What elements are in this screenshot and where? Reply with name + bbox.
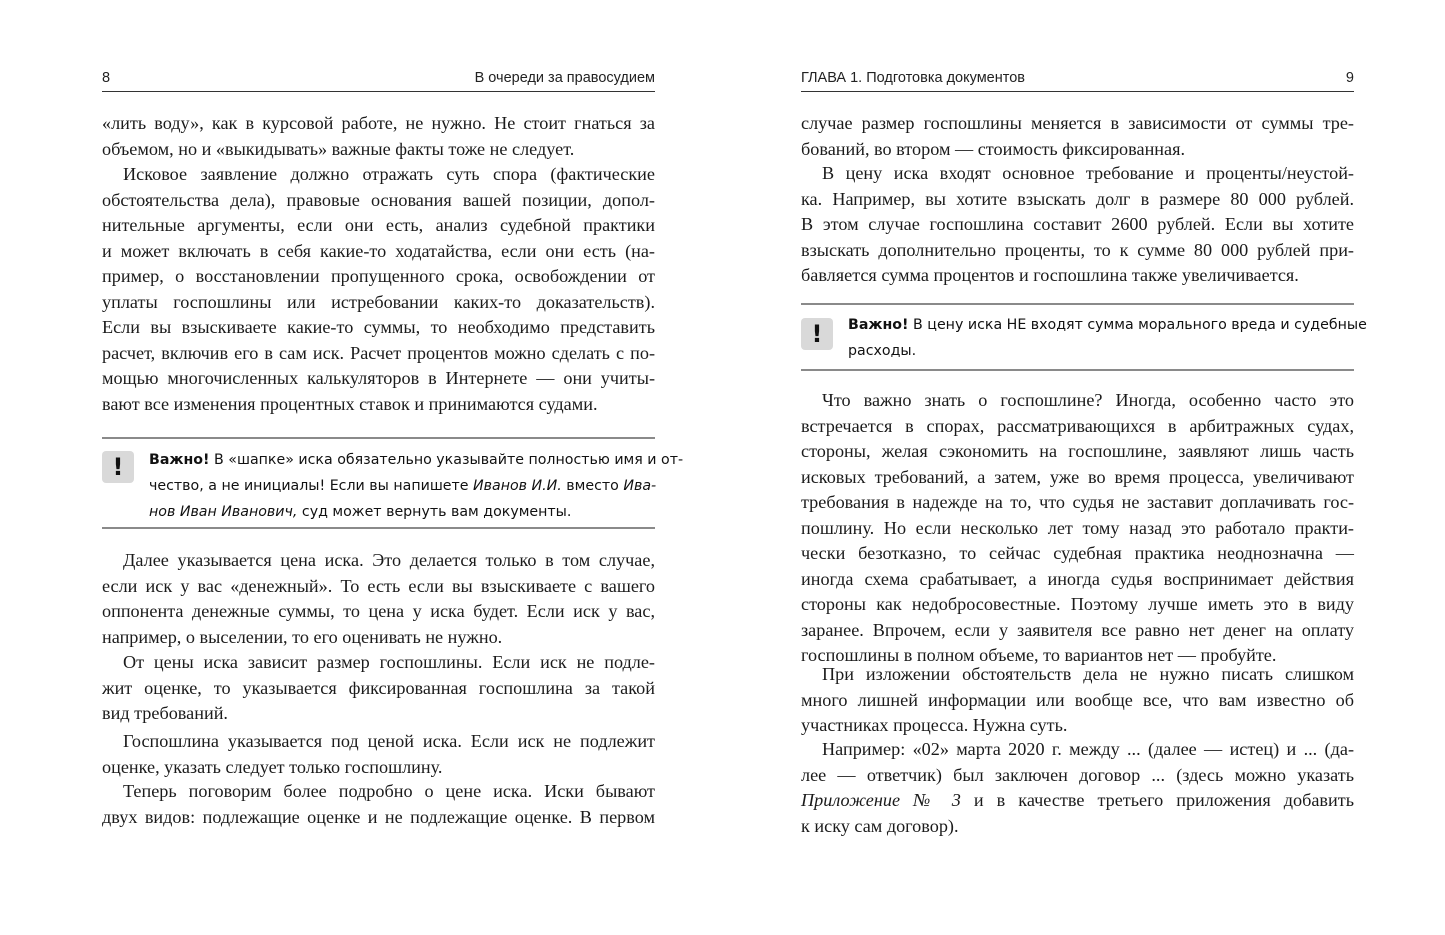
text-line: иногда схема срабатывает, а иногда судья воспринимает действия: [801, 568, 1354, 589]
text-line: чески безотказно, то сейчас судебная практика неоднозначна —: [801, 543, 1354, 563]
paragraph: [801, 111, 1354, 162]
text-line: стороны как недобросовестные. Поэтому лучше иметь это в виду: [801, 594, 1354, 614]
text-line: вид требований.: [102, 703, 228, 723]
note-text: [149, 447, 684, 525]
text-line: встречается в спорах, рассматривающихся в арбитражных судах,: [801, 415, 1354, 436]
text-line: оппонента денежные суммы, то цена у иска будет. Если иск у вас,: [102, 601, 655, 621]
text-line: пример, о восстановлении пропущенного срока, освобождении от: [102, 266, 655, 286]
text-line: В цену иска входят основное требование и проценты/неустой-: [822, 163, 1354, 183]
text-line: оценке, указать следует только госпошлину.: [102, 756, 443, 777]
text-line: случае размер госпошлины меняется в зависимости от суммы тре-: [801, 113, 1354, 133]
text-line: много лишней информации или вообще все, что вам известно об: [801, 689, 1354, 710]
paragraph: [102, 650, 655, 727]
text-line: требования в надежде на то, что судья не заставит доплачивать гос-: [801, 492, 1354, 512]
paragraph: [102, 779, 655, 830]
text-line: Приложение № 3 и в качестве третьего приложения добавить: [801, 790, 1354, 810]
text-line: При изложении обстоятельств дела не нужно писать слишком: [822, 664, 1354, 684]
important-note: [801, 303, 1367, 371]
text-line: если иск у вас «денежный». То есть если вы взыскиваете с вашего: [102, 575, 655, 596]
text-line: лее — ответчик) был заключен договор ... (здесь можно указать: [801, 764, 1354, 785]
text-line: От цены иска зависит размер госпошлины. Если иск не подле-: [123, 652, 655, 672]
text-line: обстоятельства дела), правовые основания вашей позиции, допол-: [102, 189, 655, 210]
text-line: участниках процесса. Нужна суть.: [801, 715, 1068, 735]
paragraph: [801, 737, 1354, 839]
left-page: [102, 0, 684, 935]
text-line: двух видов: подлежащие оценке и не подлежащие оценке. В первом: [102, 806, 655, 827]
text-line: бавляется сумма процентов и госпошлина также увеличивается.: [801, 265, 1299, 285]
note-label: Важно!: [848, 317, 909, 333]
left-page-header: [102, 69, 655, 92]
running-head: ГЛАВА 1. Подготовка документов: [801, 70, 1025, 86]
paragraph: [801, 662, 1354, 739]
text-line: заранее. Впрочем, если у заявителя все равно нет денег на оплату: [801, 619, 1354, 640]
paragraph: [801, 161, 1354, 289]
text-line: и может включать в себя какие-то ходатайства, если они есть (на-: [102, 240, 655, 261]
text-line: вают все изменения процентных ставок и принимаются судами.: [102, 393, 598, 414]
paragraph: [102, 548, 655, 650]
right-page: [801, 0, 1367, 935]
italic-text: Приложение № 3: [801, 790, 961, 810]
text-line: бований, во втором — стоимость фиксированная.: [801, 138, 1186, 159]
paragraph: [102, 111, 655, 162]
text-line: Госпошлина указывается под ценой иска. Если иск не подлежит: [123, 731, 655, 751]
text-line: например, о выселении, то его оценивать не нужно.: [102, 626, 503, 647]
page-number: 9: [1345, 70, 1354, 86]
note-line: нов Иван Иванович, суд может вернуть вам документы.: [149, 504, 572, 520]
exclamation-icon: !: [801, 318, 833, 350]
page-number: 8: [102, 70, 111, 86]
running-head: В очереди за правосудием: [474, 70, 655, 86]
note-line: Важно! В «шапке» иска обязательно указывайте полностью имя и от-: [149, 452, 684, 468]
note-line: чество, а не инициалы! Если вы напишете Иванов И.И. вместо Ива-: [149, 478, 657, 494]
text-line: пошлину. Но если несколько лет тому назад это работало практи-: [801, 517, 1354, 538]
text-line: Если вы взыскиваете какие-то суммы, то необходимо представить: [102, 317, 655, 337]
text-line: мощью многочисленных калькуляторов в Интернете — они учиты-: [102, 368, 655, 388]
text-line: Например: «02» марта 2020 г. между ... (далее — истец) и ... (да-: [822, 739, 1354, 759]
text-line: Что важно знать о госпошлине? Иногда, особенно часто это: [822, 390, 1354, 410]
text-line: Теперь поговорим более подробно о цене иска. Иски бывают: [123, 781, 655, 801]
paragraph: [102, 729, 655, 780]
exclamation-icon: !: [102, 451, 134, 483]
important-note: [102, 437, 684, 529]
note-line: Важно! В цену иска НЕ входят сумма морального вреда и судебные: [848, 317, 1367, 333]
text-line: ка. Например, вы хотите взыскать долг в размере 80 000 рублей.: [801, 188, 1354, 209]
text-line: стороны, желая сэкономить на госпошлине, заявляют лишь часть: [801, 441, 1354, 461]
text-line: уплаты госпошлины или истребовании каких-то доказательств).: [102, 291, 655, 312]
text-line: В этом случае госпошлина составит 2600 рублей. Если вы хотите: [801, 214, 1354, 234]
text-line: нительные аргументы, если они есть, анализ судебной практики: [102, 215, 655, 235]
text-line: жит оценке, то указывается фиксированная госпошлина за такой: [102, 677, 655, 698]
note-text: [848, 312, 1367, 364]
text-line: Далее указывается цена иска. Это делается только в том случае,: [123, 550, 655, 570]
text-line: исковых требований, а затем, уже во время процесса, увеличивают: [801, 466, 1354, 487]
right-page-header: [801, 69, 1354, 92]
text-line: объемом, но и «выкидывать» важные факты тоже не следует.: [102, 138, 575, 159]
note-line: расходы.: [848, 343, 917, 359]
text-line: госпошлины в полном объеме, то вариантов нет — пробуйте.: [801, 645, 1277, 665]
text-line: Исковое заявление должно отражать суть спора (фактические: [123, 164, 655, 184]
note-label: Важно!: [149, 452, 210, 468]
text-line: «лить воду», как в курсовой работе, не нужно. Не стоит гнаться за: [102, 113, 655, 133]
text-line: взыскать дополнительно проценты, то к сумме 80 000 рублей при-: [801, 239, 1354, 260]
paragraph: [102, 162, 655, 417]
text-line: расчет, включив его в сам иск. Расчет процентов можно сделать с по-: [102, 342, 655, 363]
text-line: к иску сам договор).: [801, 815, 959, 836]
paragraph: [801, 388, 1354, 669]
